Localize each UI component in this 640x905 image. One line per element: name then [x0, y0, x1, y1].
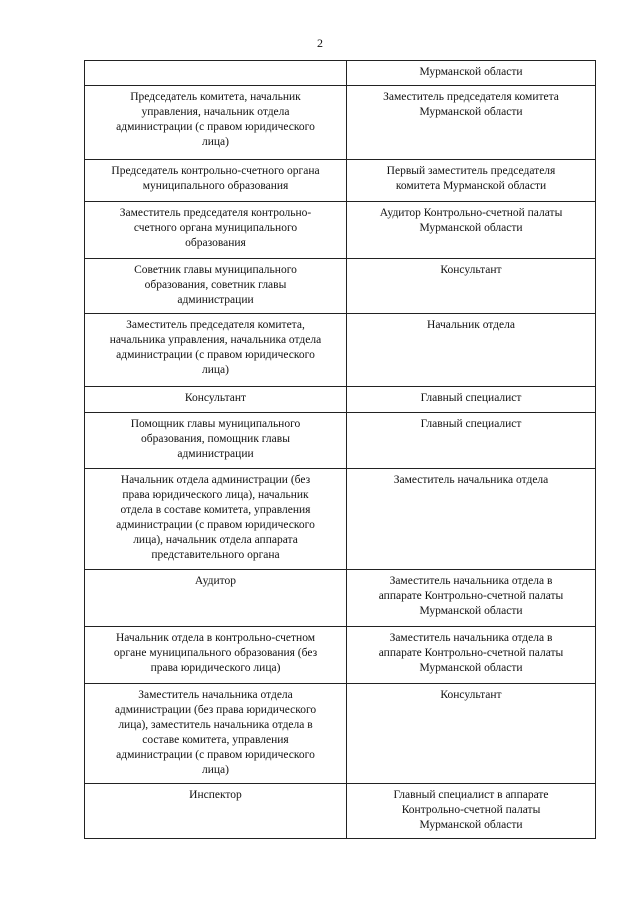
right-cell: Консультант — [347, 684, 596, 784]
table-row — [85, 469, 596, 570]
left-cell: Начальник отдела администрации (без права юридического лица), начальник отдела в составе комитета, управления администрации (с правом юридического лица), начальник отдела аппарата представительного органа — [85, 469, 347, 570]
table-row — [85, 160, 596, 202]
right-cell: Мурманской области — [347, 61, 596, 86]
left-cell: Аудитор — [85, 570, 347, 627]
left-cell: Заместитель начальника отдела администрации (без права юридического лица), заместитель начальника отдела в составе комитета, управления администрации (с правом юридического лица) — [85, 684, 347, 784]
left-cell: Начальник отдела в контрольно-счетном органе муниципального образования (без права юридического лица) — [85, 627, 347, 684]
table-row — [85, 259, 596, 314]
right-cell: Заместитель начальника отдела — [347, 469, 596, 570]
table-row — [85, 61, 596, 86]
table-row — [85, 570, 596, 627]
left-cell — [85, 61, 347, 86]
right-cell: Начальник отдела — [347, 314, 596, 387]
right-cell: Главный специалист — [347, 413, 596, 469]
left-cell: Заместитель председателя контрольно- счетного органа муниципального образования — [85, 202, 347, 259]
page-number: 2 — [317, 36, 323, 50]
table-row — [85, 627, 596, 684]
table-row — [85, 784, 596, 839]
table-row — [85, 86, 596, 160]
right-cell: Консультант — [347, 259, 596, 314]
right-cell: Главный специалист в аппарате Контрольно-счетной палаты Мурманской области — [347, 784, 596, 839]
left-cell: Заместитель председателя комитета, начальника управления, начальника отдела администрации (с правом юридического лица) — [85, 314, 347, 387]
right-cell: Заместитель начальника отдела в аппарате Контрольно-счетной палаты Мурманской области — [347, 570, 596, 627]
table-row — [85, 202, 596, 259]
right-cell: Аудитор Контрольно-счетной палаты Мурманской области — [347, 202, 596, 259]
table-row — [85, 387, 596, 413]
table-row — [85, 314, 596, 387]
right-cell: Первый заместитель председателя комитета Мурманской области — [347, 160, 596, 202]
left-cell: Помощник главы муниципального образования, помощник главы администрации — [85, 413, 347, 469]
right-cell: Заместитель председателя комитета Мурманской области — [347, 86, 596, 160]
left-cell: Председатель комитета, начальник управления, начальник отдела администрации (с правом юридического лица) — [85, 86, 347, 160]
left-cell: Советник главы муниципального образования, советник главы администрации — [85, 259, 347, 314]
left-cell: Инспектор — [85, 784, 347, 839]
table-row — [85, 413, 596, 469]
right-cell: Главный специалист — [347, 387, 596, 413]
positions-table — [84, 60, 596, 839]
left-cell: Председатель контрольно-счетного органа муниципального образования — [85, 160, 347, 202]
left-cell: Консультант — [85, 387, 347, 413]
table-row — [85, 684, 596, 784]
right-cell: Заместитель начальника отдела в аппарате Контрольно-счетной палаты Мурманской области — [347, 627, 596, 684]
